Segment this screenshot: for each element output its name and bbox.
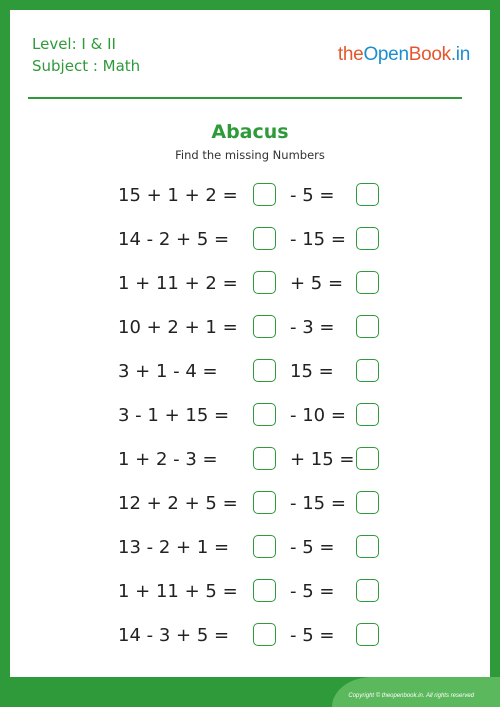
logo-tld: .in [450,44,470,65]
answer-box-intermediate[interactable] [253,579,276,602]
problem-row [10,312,490,356]
problem-list [10,180,490,664]
problem-row [10,576,490,620]
answer-box-final[interactable] [356,271,379,294]
worksheet-instructions: Find the missing Numbers [175,148,325,162]
copyright-text: Copyright © theopenbook.in. All rights reserved [348,693,474,699]
problem-expression: 14 - 3 + 5 = [118,625,230,646]
problem-operation: - 5 = [290,185,335,206]
header-divider [28,97,462,99]
problem-operation: - 5 = [290,537,335,558]
answer-box-final[interactable] [356,535,379,558]
problem-row [10,356,490,400]
answer-box-intermediate[interactable] [253,359,276,382]
logo-book: Book [408,44,451,65]
problem-expression: 10 + 2 + 1 = [118,317,238,338]
answer-box-final[interactable] [356,315,379,338]
answer-box-intermediate[interactable] [253,183,276,206]
problem-row [10,620,490,664]
worksheet-title: Abacus [211,121,289,143]
problem-row [10,400,490,444]
answer-box-intermediate[interactable] [253,271,276,294]
problem-expression: 13 - 2 + 1 = [118,537,230,558]
problem-operation: + 15 = [290,449,355,470]
answer-box-final[interactable] [356,227,379,250]
answer-box-final[interactable] [356,403,379,426]
answer-box-final[interactable] [356,447,379,470]
answer-box-intermediate[interactable] [253,447,276,470]
answer-box-final[interactable] [356,491,379,514]
problem-expression: 1 + 11 + 2 = [118,273,238,294]
problem-expression: 14 - 2 + 5 = [118,229,230,250]
problem-expression: 1 + 2 - 3 = [118,449,218,470]
answer-box-intermediate[interactable] [253,315,276,338]
answer-box-final[interactable] [356,579,379,602]
problem-row [10,444,490,488]
problem-row [10,488,490,532]
problem-row [10,180,490,224]
problem-expression: 15 + 1 + 2 = [118,185,238,206]
problem-operation: - 5 = [290,581,335,602]
problem-operation: - 3 = [290,317,335,338]
problem-row [10,224,490,268]
answer-box-intermediate[interactable] [253,227,276,250]
problem-operation: 15 = [290,361,334,382]
site-logo [338,44,470,66]
logo-the: the [337,44,364,65]
problem-operation: + 5 = [290,273,344,294]
problem-row [10,268,490,312]
problem-operation: - 15 = [290,493,346,514]
footer-accent [332,677,500,707]
footer-bar [10,677,490,707]
problem-operation: - 5 = [290,625,335,646]
problem-row [10,532,490,576]
problem-operation: - 10 = [290,405,346,426]
logo-open: Open [363,44,409,65]
answer-box-intermediate[interactable] [253,403,276,426]
problem-expression: 12 + 2 + 5 = [118,493,238,514]
answer-box-intermediate[interactable] [253,535,276,558]
answer-box-intermediate[interactable] [253,623,276,646]
answer-box-final[interactable] [356,623,379,646]
answer-box-final[interactable] [356,183,379,206]
problem-expression: 1 + 11 + 5 = [118,581,238,602]
problem-operation: - 15 = [290,229,346,250]
worksheet-meta [32,33,140,77]
subject-label: Subject : Math [32,57,141,75]
answer-box-intermediate[interactable] [253,491,276,514]
level-label: Level: I & II [32,35,116,53]
problem-expression: 3 + 1 - 4 = [118,361,218,382]
problem-expression: 3 - 1 + 15 = [118,405,230,426]
answer-box-final[interactable] [356,359,379,382]
